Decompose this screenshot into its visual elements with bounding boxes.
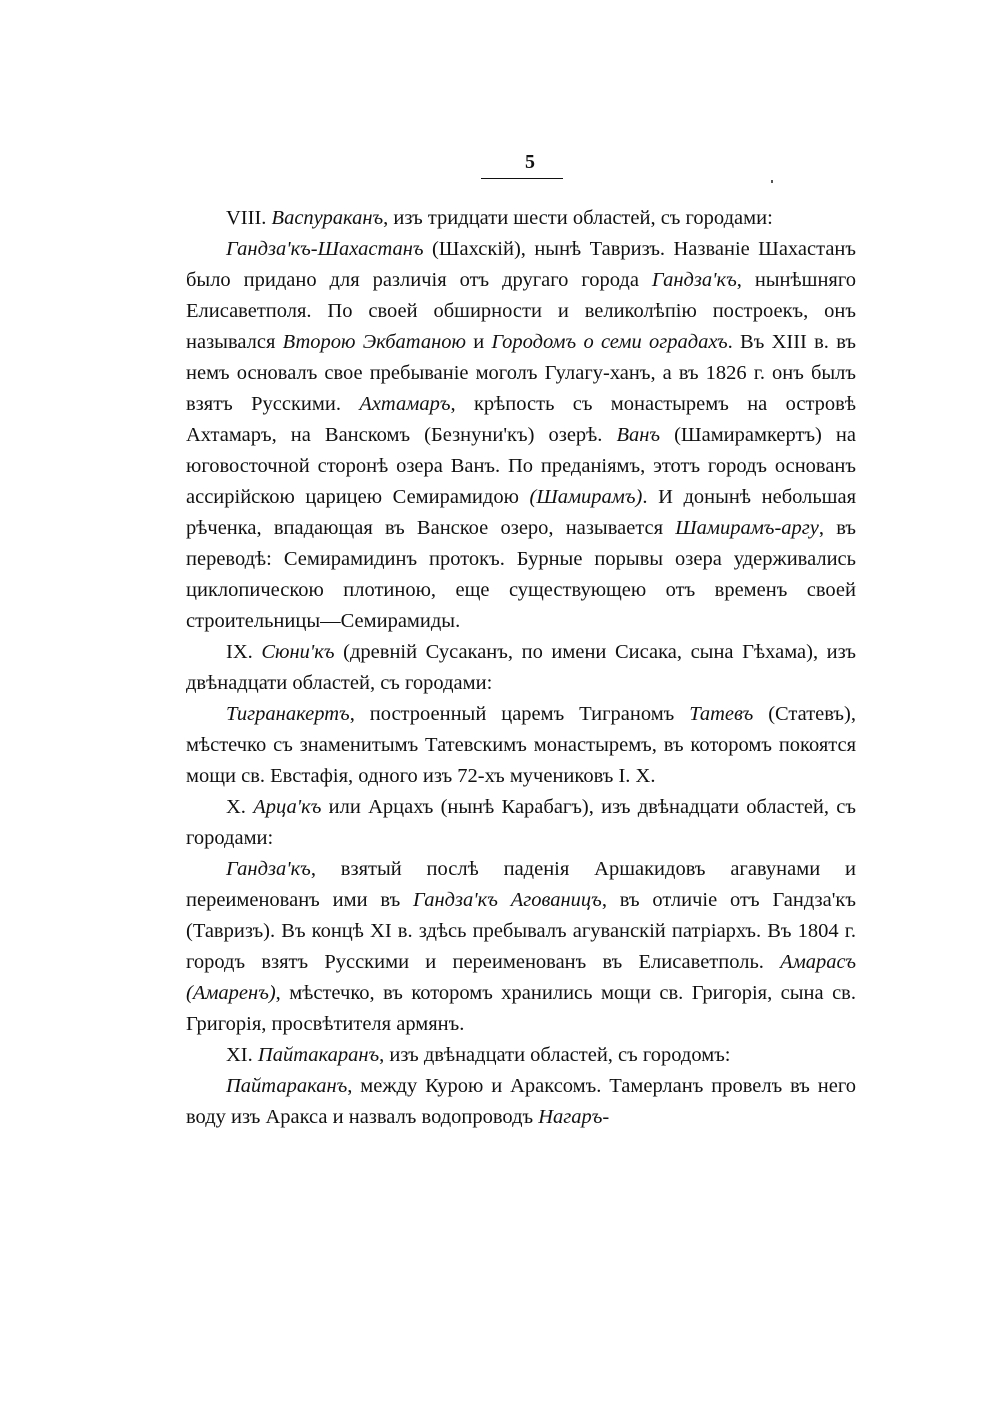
header-rule xyxy=(481,178,563,179)
paragraph-xi-body xyxy=(186,1071,856,1133)
page-number: 5 xyxy=(525,151,535,173)
paragraph-x-heading xyxy=(186,792,856,854)
text-run: (древній Сусаканъ, по имени Сисака, сына Гѣхама), изъ двѣнадцати областей, съ городами: xyxy=(186,641,856,694)
italic-term: Тигранакертъ xyxy=(226,703,350,725)
text-run: , взятый послѣ паденія Аршакидовъ агавунами и переименованъ ими въ xyxy=(186,858,856,911)
italic-term: Шамирамъ-аргу xyxy=(675,517,819,539)
body-text xyxy=(186,203,856,1133)
text-run: или Арцахъ (нынѣ Карабагъ), изъ двѣнадцати областей, съ городами: xyxy=(186,796,856,849)
paragraph-viii-body xyxy=(186,234,856,637)
text-run: X. xyxy=(226,796,254,818)
text-run: , изъ двѣнадцати областей, съ городомъ: xyxy=(379,1044,731,1066)
paragraph-ix-heading xyxy=(186,637,856,699)
text-run: и xyxy=(465,331,492,353)
italic-term: Арца'къ xyxy=(253,796,322,818)
italic-term: Сюни'къ xyxy=(261,641,335,663)
scan-speck xyxy=(771,180,773,183)
paragraph-xi-heading xyxy=(186,1040,856,1071)
text-run: XI. xyxy=(226,1044,258,1066)
italic-term: Ванъ xyxy=(616,424,661,446)
text-run: , построенный царемъ Тиграномъ xyxy=(349,703,690,725)
italic-term: Ахтамаръ xyxy=(359,393,451,415)
text-run: (Шахскій), нынѣ Тавризъ. Названіе Шахастанъ было придано для различія отъ другаго города xyxy=(186,238,856,291)
text-run: IX. xyxy=(226,641,262,663)
italic-term: Пайтакаранъ xyxy=(257,1044,380,1066)
italic-term: Пайтараканъ xyxy=(226,1075,348,1097)
text-run: , нынѣшняго Елисаветполя. По своей обширности и великолѣпію построекъ, онъ назывался xyxy=(186,269,856,353)
text-run: (Статевъ), мѣстечко съ знаменитымъ Татевскимъ монастыремъ, въ которомъ покоятся мощи св. Евстафія, одного изъ 72-хъ мучениковъ I. X. xyxy=(186,703,856,787)
text-run: VIII. xyxy=(226,207,272,229)
paragraph-x-body xyxy=(186,854,856,1040)
italic-term: Гандза'къ xyxy=(651,269,737,291)
text-run: (Шамирамкертъ) на юговосточной сторонѣ озера Ванъ. По преданіямъ, этотъ городъ основанъ ассирійскою царицею Семирамидою xyxy=(186,424,856,508)
paragraph-ix-body xyxy=(186,699,856,792)
italic-term: Амарасъ (Амаренъ) xyxy=(186,951,856,1004)
paragraph-viii-heading xyxy=(186,203,856,234)
text-run: . Въ XIII в. въ немъ основалъ свое пребываніе моголъ Гулагу-ханъ, а въ 1826 г. онъ былъ взятъ Русскими. xyxy=(186,331,856,415)
italic-term: Татевъ xyxy=(689,703,754,725)
italic-term: Гандза'къ Агованицъ xyxy=(413,889,602,911)
italic-term: (Шамирамъ) xyxy=(529,486,643,508)
text-run: . И донынѣ небольшая рѣченка, впадающая въ Ванское озеро, называется xyxy=(186,486,856,539)
text-run: , въ переводѣ: Семирамидинъ протокъ. Бурные порывы озера удерживались циклопическою плотиною, еще существующею отъ временъ своей строительницы—Семирамиды. xyxy=(186,517,856,632)
text-run: , въ отличіе отъ Гандза'къ (Тавризъ). Въ концѣ XI в. здѣсь пребывалъ агуванскій патріархъ. Въ 1804 г. городъ взятъ Русскими и переименованъ въ Елисаветполь. xyxy=(186,889,856,973)
text-run: , мѣстечко, въ которомъ хранились мощи св. Григорія, сына св. Григорія, просвѣтителя армянъ. xyxy=(186,982,856,1035)
italic-term: Гандза'къ xyxy=(226,858,311,880)
italic-term: Городомъ о семи оградахъ xyxy=(491,331,728,353)
text-run: , изъ тридцати шести областей, съ городами: xyxy=(383,207,773,229)
italic-term: Нагаръ- xyxy=(538,1106,610,1128)
text-run: , между Курою и Араксомъ. Тамерланъ провелъ въ него воду изъ Аракса и назвалъ водопроводъ xyxy=(186,1075,856,1128)
italic-term: Второю Экбатаною xyxy=(282,331,466,353)
text-run: , крѣпость съ монастыремъ на островѣ Ахтамаръ, на Ванскомъ (Безнуни'къ) озерѣ. xyxy=(186,393,856,446)
italic-term: Васпураканъ xyxy=(271,207,384,229)
italic-term: Гандза'къ-Шахастанъ xyxy=(226,238,424,260)
